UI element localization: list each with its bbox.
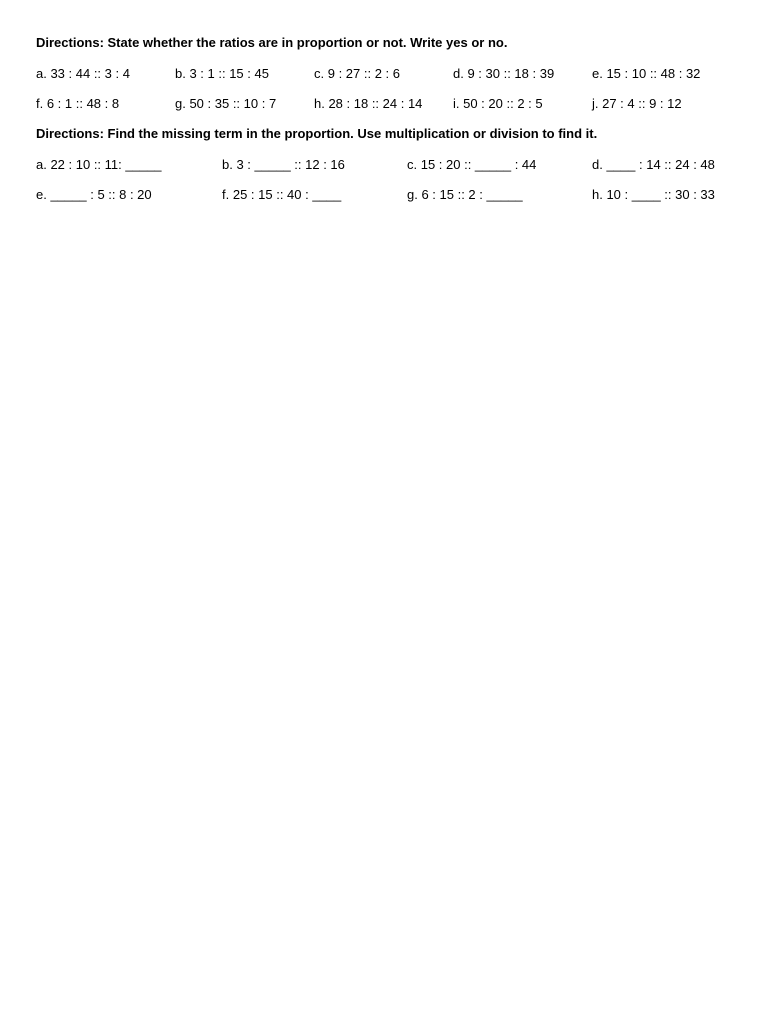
problem-1g: g. 50 : 35 :: 10 : 7 [175,96,277,111]
section1-heading: Directions: State whether the ratios are in proportion or not. Write yes or no. [36,35,508,50]
problem-1i: i. 50 : 20 :: 2 : 5 [453,96,543,111]
problem-1h: h. 28 : 18 :: 24 : 14 [314,96,423,111]
section1-row-1 [0,66,768,82]
problem-2h: h. 10 : ____ :: 30 : 33 [592,187,715,202]
problem-1a: a. 33 : 44 :: 3 : 4 [36,66,130,81]
problem-2b: b. 3 : _____ :: 12 : 16 [222,157,345,172]
problem-1c: c. 9 : 27 :: 2 : 6 [314,66,400,81]
section2-heading: Directions: Find the missing term in the proportion. Use multiplication or division to find it. [36,126,598,141]
problem-2d: d. ____ : 14 :: 24 : 48 [592,157,715,172]
problem-1j: j. 27 : 4 :: 9 : 12 [592,96,682,111]
problem-2g: g. 6 : 15 :: 2 : _____ [407,187,523,202]
section1-row-2 [0,96,768,112]
problem-1b: b. 3 : 1 :: 15 : 45 [175,66,269,81]
problem-1f: f. 6 : 1 :: 48 : 8 [36,96,120,111]
problem-2a: a. 22 : 10 :: 11: _____ [36,157,162,172]
problem-2e: e. _____ : 5 :: 8 : 20 [36,187,152,202]
section2-row-1 [0,157,768,173]
problem-1d: d. 9 : 30 :: 18 : 39 [453,66,555,81]
problem-2f: f. 25 : 15 :: 40 : ____ [222,187,342,202]
problem-2c: c. 15 : 20 :: _____ : 44 [407,157,537,172]
problem-1e: e. 15 : 10 :: 48 : 32 [592,66,701,81]
section2-row-2 [0,187,768,203]
